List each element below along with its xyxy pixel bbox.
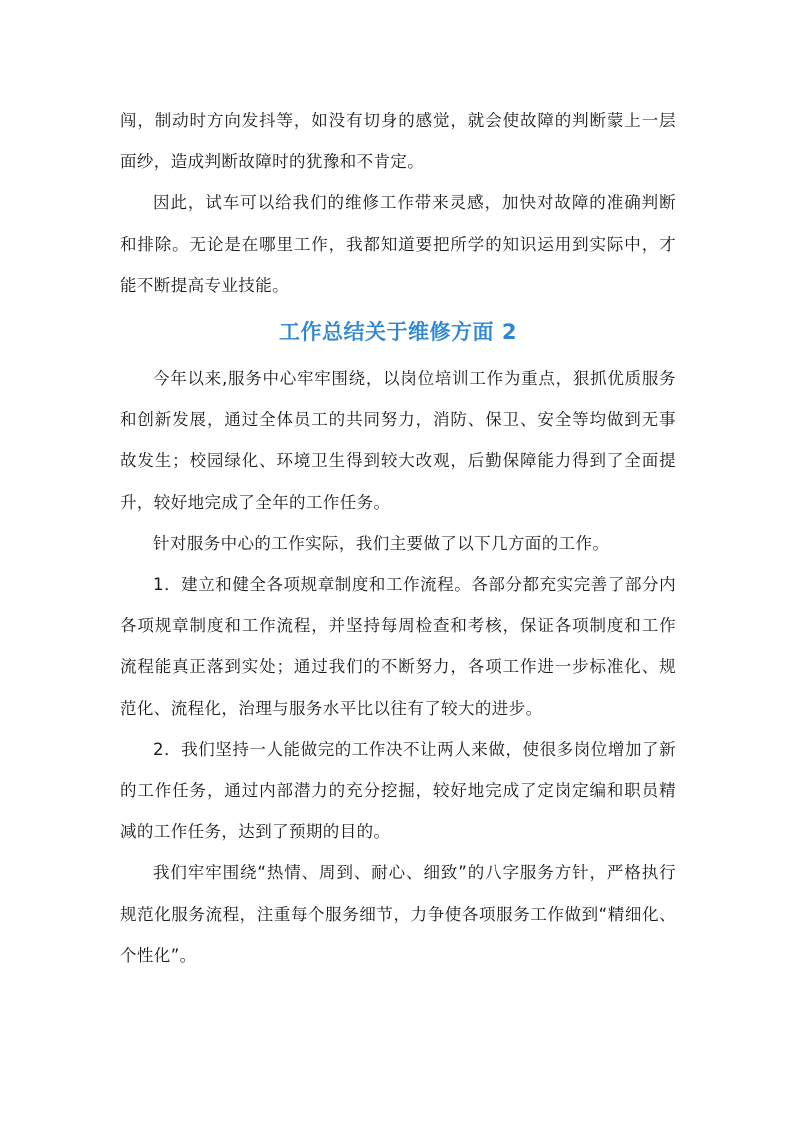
paragraph: 针对服务中心的工作实际，我们主要做了以下几方面的工作。	[153, 533, 610, 553]
section-heading: 工作总结关于维修方面 2	[279, 320, 517, 345]
document-body	[120, 100, 676, 976]
numbered-paragraph: 1．建立和健全各项规章制度和工作流程。各部分都充实完善了部分内各项规章制度和工作流程，并坚持每周检查和考核，保证各项制度和工作流程能真正落到实处；通过我们的不断努力，各项工作进一步标准化、规范化、流程化，治理与服务水平比以往有了较大的进步。	[120, 575, 676, 718]
numbered-paragraph: 2．我们坚持一人能做完的工作决不让两人来做，使很多岗位增加了新的工作任务，通过内部潜力的充分挖掘，较好地完成了定岗定编和职员精减的工作任务，达到了预期的目的。	[120, 739, 676, 842]
paragraph: 今年以来,服务中心牢牢围绕，以岗位培训工作为重点，狠抓优质服务和创新发展，通过全体员工的共同努力，消防、保卫、安全等均做到无事故发生；校园绿化、环境卫生得到较大改观，后勤保障能力得到了全面提升，较好地完成了全年的工作任务。	[120, 369, 676, 512]
paragraph: 因此，试车可以给我们的维修工作带来灵感，加快对故障的准确判断和排除。无论是在哪里工作，我都知道要把所学的知识运用到实际中，才能不断提高专业技能。	[120, 193, 676, 295]
paragraph: 闯，制动时方向发抖等，如没有切身的感觉，就会使故障的判断蒙上一层面纱，造成判断故障时的犹豫和不肯定。	[120, 111, 676, 172]
paragraph: 我们牢牢围绕“热情、周到、耐心、细致”的八字服务方针，严格执行规范化服务流程，注重每个服务细节，力争使各项服务工作做到“精细化、个性化”。	[120, 863, 676, 965]
